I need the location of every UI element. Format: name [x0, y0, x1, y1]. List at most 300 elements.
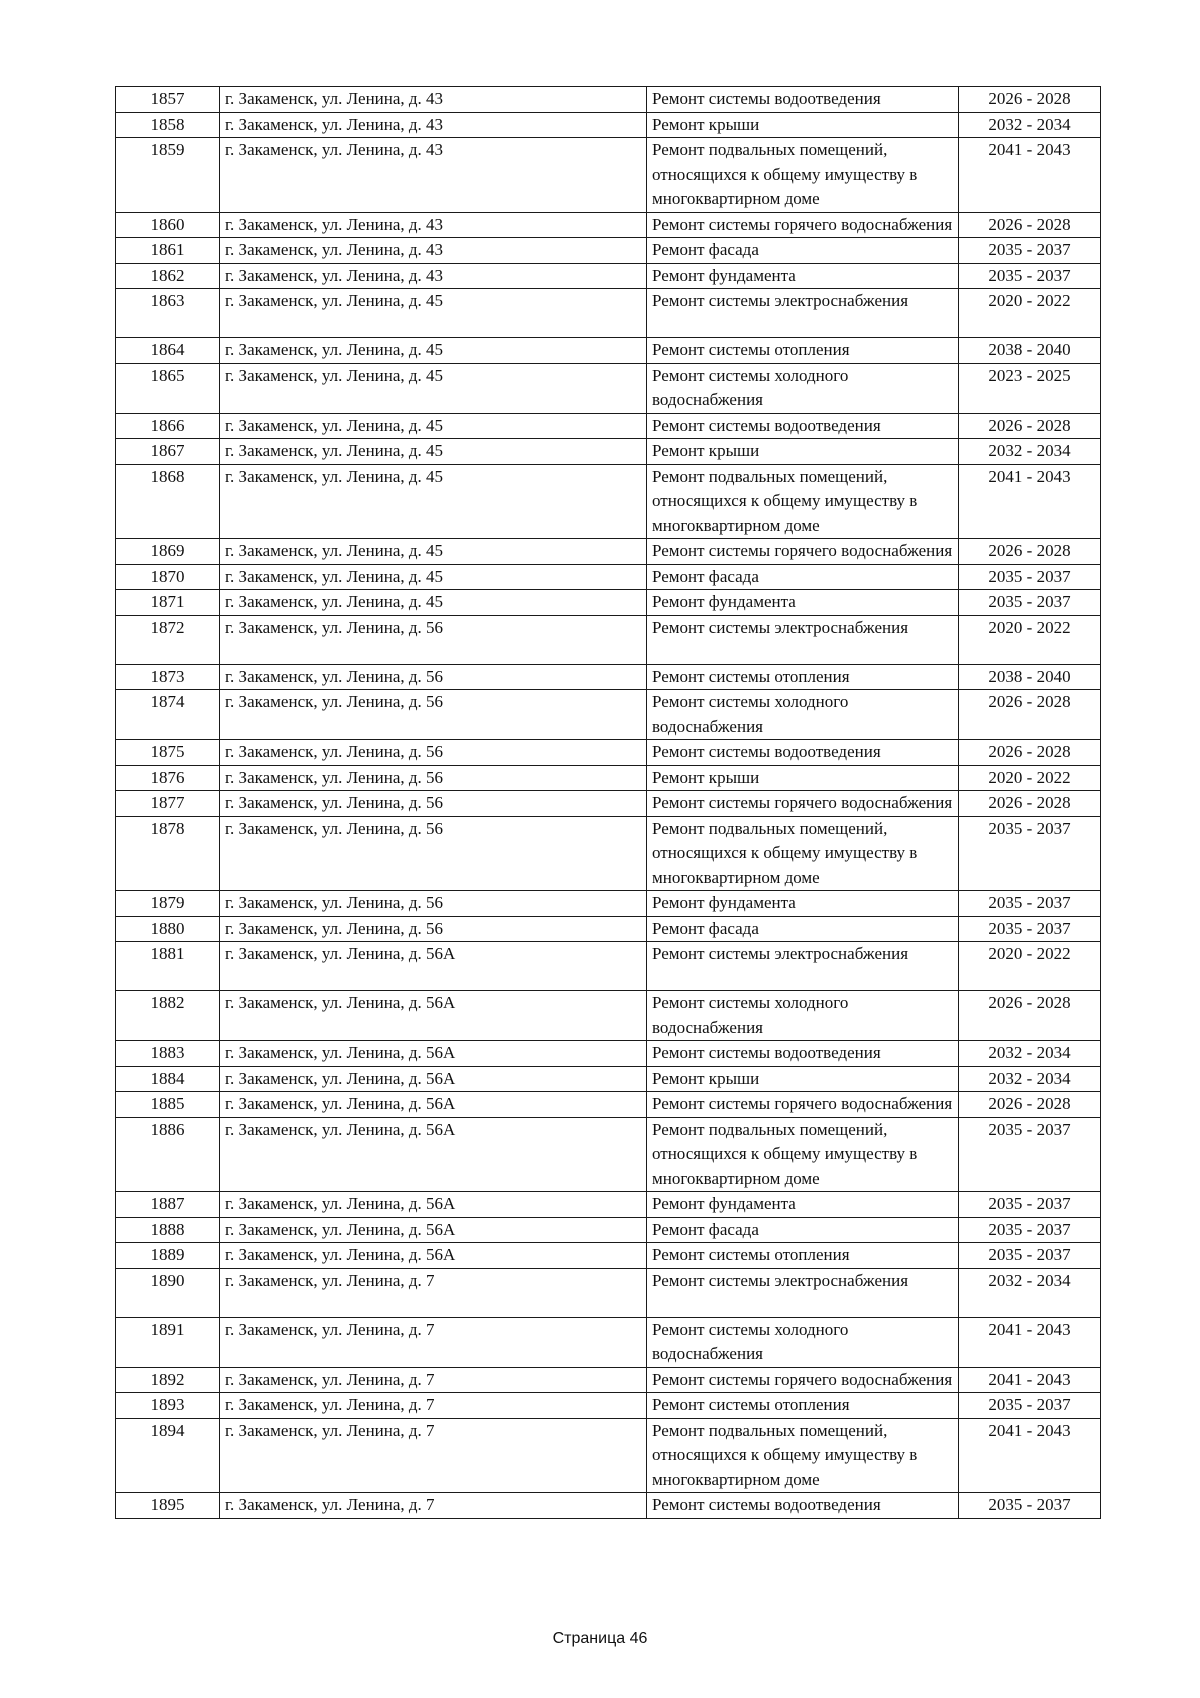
- work-type-cell: [647, 1268, 959, 1317]
- table-row: [116, 1066, 1101, 1092]
- work-type-cell-text: Ремонт системы водоотведения: [652, 1495, 881, 1514]
- period-cell: [959, 1317, 1101, 1367]
- work-type-cell-text: Ремонт фасада: [652, 1219, 759, 1239]
- work-type-cell-text: Ремонт фундамента: [652, 265, 796, 285]
- work-type-cell: [647, 564, 959, 590]
- period-cell: [959, 1243, 1101, 1269]
- table-row: [116, 791, 1101, 817]
- period-cell: [959, 791, 1101, 817]
- row-number-cell: [116, 1066, 220, 1092]
- row-number-cell: [116, 664, 220, 690]
- work-type-cell-text: Ремонт системы водоотведения: [652, 89, 881, 108]
- address-cell-text: г. Закаменск, ул. Ленина, д. 7: [225, 1270, 435, 1290]
- period-cell-text: 2035 - 2037: [988, 265, 1071, 285]
- row-number-cell: [116, 740, 220, 766]
- table-row: [116, 112, 1101, 138]
- work-type-cell-text: Ремонт фасада: [652, 240, 759, 259]
- work-type-cell-text: Ремонт фундамента: [652, 893, 796, 912]
- table-row: [116, 1041, 1101, 1067]
- work-type-cell: [647, 338, 959, 364]
- work-type-cell-text: Ремонт подвальных помещений, относящихся к общему имуществу в многоквартирном доме: [652, 466, 918, 535]
- period-cell: [959, 1092, 1101, 1118]
- work-type-cell: [647, 1192, 959, 1218]
- period-cell-text: 2041 - 2043: [988, 1369, 1071, 1389]
- work-type-cell-text: Ремонт крыши: [652, 441, 760, 460]
- table-row: [116, 564, 1101, 590]
- address-cell: [220, 112, 647, 138]
- period-cell-text: 2020 - 2022: [988, 291, 1071, 310]
- row-number-cell-text: 1890: [150, 1270, 185, 1290]
- address-cell-text: г. Закаменск, ул. Ленина, д. 7: [225, 1369, 435, 1389]
- row-number-cell: [116, 1493, 220, 1519]
- work-type-cell: [647, 539, 959, 565]
- work-type-cell: [647, 1317, 959, 1367]
- period-cell: [959, 289, 1101, 338]
- period-cell-text: 2026 - 2028: [988, 541, 1071, 560]
- work-type-cell: [647, 615, 959, 664]
- address-cell-text: г. Закаменск, ул. Ленина, д. 45: [225, 466, 444, 486]
- address-cell: [220, 338, 647, 364]
- period-cell-text: 2035 - 2037: [988, 918, 1071, 938]
- period-cell-text: 2035 - 2037: [988, 592, 1071, 611]
- work-type-cell-text: Ремонт фундамента: [652, 1194, 796, 1213]
- work-type-cell-text: Ремонт системы отопления: [652, 340, 850, 359]
- address-cell-text: г. Закаменск, ул. Ленина, д. 43: [225, 214, 444, 234]
- table-row: [116, 1393, 1101, 1419]
- address-cell-text: г. Закаменск, ул. Ленина, д. 7: [225, 1395, 435, 1414]
- period-cell: [959, 212, 1101, 238]
- row-number-cell-text: 1876: [150, 767, 185, 787]
- row-number-cell: [116, 87, 220, 113]
- address-cell: [220, 1066, 647, 1092]
- address-cell: [220, 816, 647, 891]
- work-type-cell-text: Ремонт системы электроснабжения: [652, 944, 909, 963]
- period-cell: [959, 413, 1101, 439]
- row-number-cell: [116, 1418, 220, 1493]
- row-number-cell: [116, 238, 220, 264]
- period-cell: [959, 1367, 1101, 1393]
- table-row: [116, 991, 1101, 1041]
- row-number-cell-text: 1871: [150, 592, 185, 611]
- row-number-cell-text: 1865: [150, 365, 185, 385]
- work-type-cell: [647, 791, 959, 817]
- work-type-cell: [647, 238, 959, 264]
- row-number-cell: [116, 289, 220, 338]
- table-row: [116, 1317, 1101, 1367]
- address-cell-text: г. Закаменск, ул. Ленина, д. 43: [225, 114, 444, 134]
- period-cell: [959, 740, 1101, 766]
- address-cell-text: г. Закаменск, ул. Ленина, д. 56А: [225, 1219, 456, 1239]
- row-number-cell-text: 1880: [150, 918, 185, 938]
- address-cell-text: г. Закаменск, ул. Ленина, д. 45: [225, 415, 444, 435]
- table-row: [116, 238, 1101, 264]
- work-type-cell: [647, 87, 959, 113]
- table-row: [116, 615, 1101, 664]
- row-number-cell-text: 1878: [150, 818, 185, 838]
- row-number-cell-text: 1862: [150, 265, 185, 285]
- row-number-cell-text: 1859: [150, 140, 185, 159]
- row-number-cell-text: 1892: [150, 1369, 185, 1389]
- period-cell: [959, 539, 1101, 565]
- row-number-cell: [116, 539, 220, 565]
- address-cell-text: г. Закаменск, ул. Ленина, д. 56А: [225, 1068, 456, 1088]
- period-cell: [959, 1192, 1101, 1218]
- work-type-cell-text: Ремонт подвальных помещений, относящихся к общему имуществу в многоквартирном доме: [652, 140, 918, 208]
- address-cell: [220, 1192, 647, 1218]
- row-number-cell-text: 1877: [150, 793, 185, 812]
- work-type-cell: [647, 1041, 959, 1067]
- row-number-cell: [116, 212, 220, 238]
- period-cell-text: 2035 - 2037: [988, 1119, 1071, 1139]
- row-number-cell: [116, 615, 220, 664]
- row-number-cell: [116, 1243, 220, 1269]
- period-cell: [959, 464, 1101, 539]
- work-type-cell: [647, 464, 959, 539]
- period-cell-text: 2035 - 2037: [988, 566, 1071, 586]
- row-number-cell: [116, 464, 220, 539]
- address-cell: [220, 1268, 647, 1317]
- table-row: [116, 590, 1101, 616]
- period-cell: [959, 1493, 1101, 1519]
- table-row: [116, 664, 1101, 690]
- row-number-cell-text: 1887: [150, 1194, 185, 1213]
- repair-schedule-table: [115, 86, 1101, 1519]
- row-number-cell: [116, 791, 220, 817]
- row-number-cell: [116, 916, 220, 942]
- row-number-cell: [116, 439, 220, 465]
- work-type-cell-text: Ремонт системы электроснабжения: [652, 291, 909, 310]
- address-cell-text: г. Закаменск, ул. Ленина, д. 56А: [225, 993, 456, 1012]
- work-type-cell: [647, 1393, 959, 1419]
- row-number-cell: [116, 1217, 220, 1243]
- address-cell: [220, 413, 647, 439]
- page-number-label: Страница 46: [552, 1630, 648, 1647]
- address-cell: [220, 263, 647, 289]
- row-number-cell-text: 1879: [150, 893, 185, 912]
- table-row: [116, 338, 1101, 364]
- period-cell: [959, 87, 1101, 113]
- work-type-cell-text: Ремонт системы электроснабжения: [652, 617, 909, 637]
- work-type-cell: [647, 263, 959, 289]
- address-cell-text: г. Закаменск, ул. Ленина, д. 45: [225, 365, 444, 385]
- period-cell-text: 2035 - 2037: [988, 1219, 1071, 1239]
- address-cell-text: г. Закаменск, ул. Ленина, д. 45: [225, 441, 444, 460]
- address-cell: [220, 1493, 647, 1519]
- table-row: [116, 1092, 1101, 1118]
- row-number-cell: [116, 1317, 220, 1367]
- period-cell-text: 2026 - 2028: [988, 793, 1071, 812]
- period-cell: [959, 1217, 1101, 1243]
- period-cell: [959, 1393, 1101, 1419]
- period-cell: [959, 916, 1101, 942]
- address-cell-text: г. Закаменск, ул. Ленина, д. 56: [225, 767, 444, 787]
- work-type-cell-text: Ремонт системы холодного водоснабжения: [652, 993, 849, 1037]
- period-cell-text: 2026 - 2028: [988, 415, 1071, 435]
- work-type-cell: [647, 765, 959, 791]
- address-cell: [220, 1418, 647, 1493]
- address-cell-text: г. Закаменск, ул. Ленина, д. 56А: [225, 944, 456, 963]
- table-body: [116, 87, 1101, 1519]
- work-type-cell: [647, 1092, 959, 1118]
- address-cell-text: г. Закаменск, ул. Ленина, д. 7: [225, 1495, 435, 1514]
- page-footer: [0, 1630, 1200, 1648]
- row-number-cell-text: 1864: [150, 340, 185, 359]
- work-type-cell: [647, 1217, 959, 1243]
- period-cell-text: 2035 - 2037: [988, 1194, 1071, 1213]
- table-row: [116, 1217, 1101, 1243]
- address-cell: [220, 1092, 647, 1118]
- period-cell-text: 2041 - 2043: [988, 1319, 1071, 1339]
- address-cell: [220, 539, 647, 565]
- table-row: [116, 1418, 1101, 1493]
- period-cell: [959, 238, 1101, 264]
- table-row: [116, 765, 1101, 791]
- period-cell: [959, 439, 1101, 465]
- work-type-cell-text: Ремонт крыши: [652, 767, 760, 787]
- row-number-cell: [116, 891, 220, 917]
- row-number-cell: [116, 690, 220, 740]
- work-type-cell: [647, 1493, 959, 1519]
- address-cell: [220, 138, 647, 213]
- row-number-cell-text: 1863: [150, 291, 185, 310]
- row-number-cell-text: 1882: [150, 993, 185, 1012]
- period-cell-text: 2020 - 2022: [988, 944, 1071, 963]
- period-cell-text: 2041 - 2043: [988, 466, 1071, 486]
- address-cell: [220, 564, 647, 590]
- address-cell-text: г. Закаменск, ул. Ленина, д. 56А: [225, 1194, 456, 1213]
- address-cell-text: г. Закаменск, ул. Ленина, д. 56: [225, 918, 444, 938]
- address-cell-text: г. Закаменск, ул. Ленина, д. 56А: [225, 1119, 456, 1139]
- work-type-cell-text: Ремонт фасада: [652, 566, 759, 586]
- address-cell-text: г. Закаменск, ул. Ленина, д. 45: [225, 566, 444, 586]
- work-type-cell: [647, 916, 959, 942]
- work-type-cell: [647, 690, 959, 740]
- work-type-cell-text: Ремонт системы горячего водоснабжения: [652, 793, 953, 812]
- address-cell-text: г. Закаменск, ул. Ленина, д. 56А: [225, 1094, 456, 1113]
- table-row: [116, 289, 1101, 338]
- work-type-cell: [647, 289, 959, 338]
- row-number-cell: [116, 1268, 220, 1317]
- row-number-cell: [116, 138, 220, 213]
- period-cell-text: 2035 - 2037: [988, 818, 1071, 838]
- row-number-cell-text: 1891: [150, 1319, 185, 1339]
- period-cell-text: 2032 - 2034: [988, 1043, 1071, 1062]
- row-number-cell-text: 1894: [150, 1420, 185, 1440]
- table-row: [116, 212, 1101, 238]
- work-type-cell: [647, 112, 959, 138]
- work-type-cell: [647, 816, 959, 891]
- table-row: [116, 942, 1101, 991]
- period-cell: [959, 1041, 1101, 1067]
- address-cell: [220, 1317, 647, 1367]
- row-number-cell-text: 1884: [150, 1068, 185, 1088]
- address-cell: [220, 1243, 647, 1269]
- period-cell-text: 2026 - 2028: [988, 742, 1071, 761]
- row-number-cell: [116, 1092, 220, 1118]
- period-cell-text: 2020 - 2022: [988, 767, 1071, 787]
- work-type-cell-text: Ремонт системы отопления: [652, 1395, 850, 1414]
- address-cell: [220, 464, 647, 539]
- work-type-cell: [647, 212, 959, 238]
- period-cell-text: 2026 - 2028: [988, 1094, 1071, 1113]
- address-cell-text: г. Закаменск, ул. Ленина, д. 56: [225, 666, 444, 686]
- address-cell: [220, 212, 647, 238]
- row-number-cell: [116, 413, 220, 439]
- address-cell-text: г. Закаменск, ул. Ленина, д. 56: [225, 692, 444, 711]
- table-row: [116, 1493, 1101, 1519]
- work-type-cell-text: Ремонт системы водоотведения: [652, 415, 881, 435]
- row-number-cell-text: 1867: [150, 441, 185, 460]
- work-type-cell: [647, 439, 959, 465]
- row-number-cell: [116, 1393, 220, 1419]
- work-type-cell-text: Ремонт системы электроснабжения: [652, 1270, 909, 1290]
- work-type-cell-text: Ремонт подвальных помещений, относящихся к общему имуществу в многоквартирном доме: [652, 1119, 918, 1188]
- table-row: [116, 1243, 1101, 1269]
- work-type-cell: [647, 664, 959, 690]
- work-type-cell-text: Ремонт системы водоотведения: [652, 1043, 881, 1062]
- row-number-cell-text: 1857: [150, 89, 185, 108]
- work-type-cell-text: Ремонт системы водоотведения: [652, 742, 881, 761]
- row-number-cell-text: 1861: [150, 240, 185, 259]
- work-type-cell: [647, 1418, 959, 1493]
- row-number-cell: [116, 263, 220, 289]
- period-cell-text: 2035 - 2037: [988, 240, 1071, 259]
- period-cell-text: 2041 - 2043: [988, 140, 1071, 159]
- work-type-cell: [647, 1367, 959, 1393]
- row-number-cell: [116, 765, 220, 791]
- work-type-cell: [647, 413, 959, 439]
- address-cell: [220, 1041, 647, 1067]
- work-type-cell-text: Ремонт фасада: [652, 918, 759, 938]
- work-type-cell-text: Ремонт системы горячего водоснабжения: [652, 1369, 953, 1389]
- period-cell-text: 2026 - 2028: [988, 214, 1071, 234]
- period-cell: [959, 338, 1101, 364]
- table-row: [116, 891, 1101, 917]
- period-cell: [959, 615, 1101, 664]
- row-number-cell: [116, 590, 220, 616]
- address-cell-text: г. Закаменск, ул. Ленина, д. 56: [225, 793, 444, 812]
- address-cell-text: г. Закаменск, ул. Ленина, д. 56: [225, 818, 444, 838]
- address-cell-text: г. Закаменск, ул. Ленина, д. 45: [225, 291, 444, 310]
- address-cell: [220, 363, 647, 413]
- row-number-cell-text: 1873: [150, 666, 185, 686]
- row-number-cell-text: 1893: [150, 1395, 185, 1414]
- row-number-cell-text: 1858: [150, 114, 185, 134]
- table-row: [116, 690, 1101, 740]
- address-cell-text: г. Закаменск, ул. Ленина, д. 43: [225, 265, 444, 285]
- period-cell-text: 2035 - 2037: [988, 1395, 1071, 1414]
- period-cell: [959, 263, 1101, 289]
- address-cell: [220, 1393, 647, 1419]
- table-row: [116, 1117, 1101, 1192]
- table-row: [116, 263, 1101, 289]
- address-cell: [220, 942, 647, 991]
- table-row: [116, 816, 1101, 891]
- work-type-cell: [647, 1117, 959, 1192]
- table-row: [116, 413, 1101, 439]
- work-type-cell: [647, 1243, 959, 1269]
- row-number-cell-text: 1883: [150, 1043, 185, 1062]
- work-type-cell-text: Ремонт системы горячего водоснабжения: [652, 541, 953, 560]
- period-cell-text: 2023 - 2025: [988, 365, 1071, 385]
- work-type-cell: [647, 740, 959, 766]
- period-cell-text: 2032 - 2034: [988, 1068, 1071, 1088]
- row-number-cell-text: 1866: [150, 415, 185, 435]
- work-type-cell: [647, 942, 959, 991]
- row-number-cell-text: 1888: [150, 1219, 185, 1239]
- period-cell-text: 2032 - 2034: [988, 114, 1071, 134]
- row-number-cell-text: 1872: [150, 617, 185, 637]
- row-number-cell-text: 1874: [150, 692, 185, 711]
- period-cell-text: 2032 - 2034: [988, 1270, 1071, 1290]
- address-cell-text: г. Закаменск, ул. Ленина, д. 56А: [225, 1043, 456, 1062]
- work-type-cell-text: Ремонт подвальных помещений, относящихся к общему имуществу в многоквартирном доме: [652, 818, 918, 887]
- address-cell: [220, 1217, 647, 1243]
- row-number-cell: [116, 564, 220, 590]
- work-type-cell: [647, 138, 959, 213]
- address-cell: [220, 791, 647, 817]
- row-number-cell: [116, 1192, 220, 1218]
- period-cell: [959, 664, 1101, 690]
- period-cell-text: 2041 - 2043: [988, 1420, 1071, 1440]
- address-cell: [220, 1367, 647, 1393]
- address-cell: [220, 916, 647, 942]
- work-type-cell-text: Ремонт крыши: [652, 114, 760, 134]
- period-cell-text: 2038 - 2040: [988, 340, 1071, 359]
- work-type-cell-text: Ремонт системы холодного водоснабжения: [652, 1319, 849, 1363]
- row-number-cell: [116, 363, 220, 413]
- address-cell-text: г. Закаменск, ул. Ленина, д. 45: [225, 592, 444, 611]
- row-number-cell-text: 1875: [150, 742, 185, 761]
- work-type-cell-text: Ремонт фундамента: [652, 592, 796, 611]
- period-cell: [959, 1117, 1101, 1192]
- address-cell: [220, 289, 647, 338]
- row-number-cell: [116, 816, 220, 891]
- table-row: [116, 916, 1101, 942]
- table-row: [116, 1367, 1101, 1393]
- row-number-cell: [116, 1041, 220, 1067]
- work-type-cell-text: Ремонт системы холодного водоснабжения: [652, 692, 849, 736]
- address-cell: [220, 740, 647, 766]
- row-number-cell-text: 1889: [150, 1245, 185, 1264]
- period-cell-text: 2035 - 2037: [988, 893, 1071, 912]
- address-cell-text: г. Закаменск, ул. Ленина, д. 43: [225, 140, 444, 159]
- work-type-cell-text: Ремонт системы горячего водоснабжения: [652, 214, 953, 234]
- period-cell: [959, 942, 1101, 991]
- period-cell-text: 2035 - 2037: [988, 1245, 1071, 1264]
- period-cell-text: 2020 - 2022: [988, 617, 1071, 637]
- work-type-cell-text: Ремонт системы холодного водоснабжения: [652, 365, 849, 409]
- work-type-cell: [647, 1066, 959, 1092]
- address-cell-text: г. Закаменск, ул. Ленина, д. 7: [225, 1319, 435, 1339]
- period-cell: [959, 690, 1101, 740]
- row-number-cell-text: 1868: [150, 466, 185, 486]
- work-type-cell-text: Ремонт системы отопления: [652, 666, 850, 686]
- period-cell: [959, 363, 1101, 413]
- period-cell: [959, 1066, 1101, 1092]
- address-cell-text: г. Закаменск, ул. Ленина, д. 43: [225, 89, 444, 108]
- table-row: [116, 363, 1101, 413]
- period-cell-text: 2026 - 2028: [988, 993, 1071, 1012]
- row-number-cell-text: 1869: [150, 541, 185, 560]
- row-number-cell: [116, 338, 220, 364]
- address-cell-text: г. Закаменск, ул. Ленина, д. 56А: [225, 1245, 456, 1264]
- table-row: [116, 539, 1101, 565]
- work-type-cell: [647, 363, 959, 413]
- address-cell-text: г. Закаменск, ул. Ленина, д. 45: [225, 541, 444, 560]
- period-cell: [959, 991, 1101, 1041]
- address-cell: [220, 1117, 647, 1192]
